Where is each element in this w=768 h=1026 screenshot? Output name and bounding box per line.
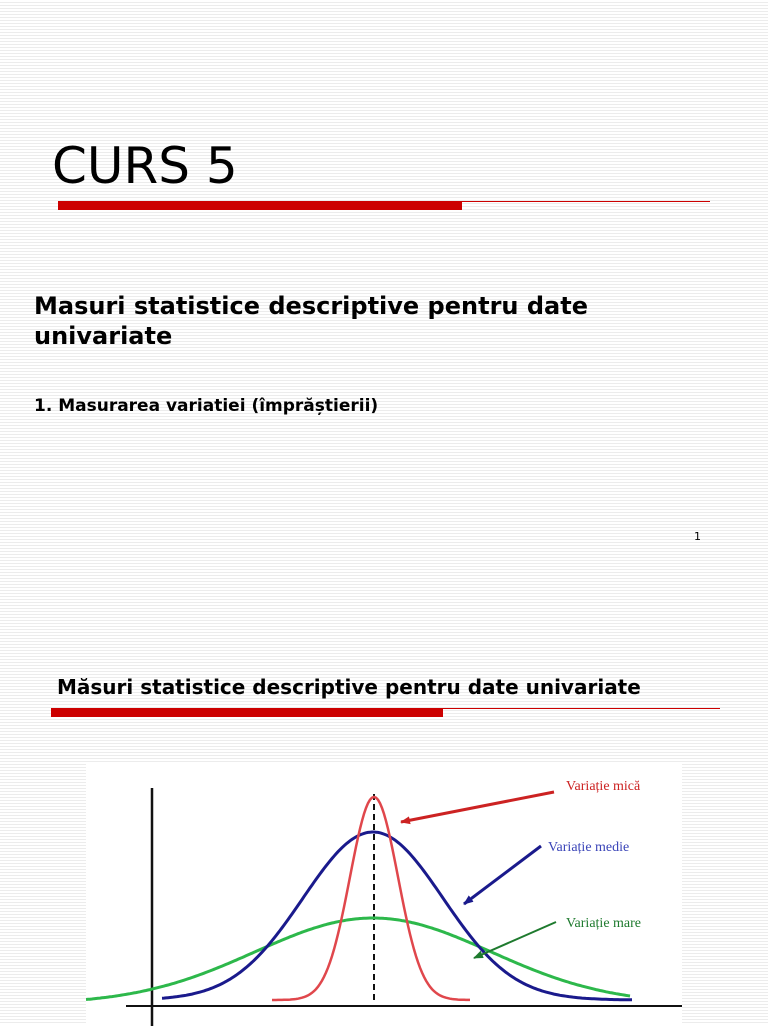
title-underline-thin [462,201,710,202]
slide-title: CURS 5 [52,137,238,195]
curve-large-variation [86,918,630,1000]
arrow-large-icon [474,922,556,958]
label-small-variation: Variație mică [566,779,641,794]
distribution-curves-image [86,764,682,1026]
label-large-variation: Variație mare [566,916,642,931]
variation-figure [86,764,682,1026]
arrow-small-icon [401,792,554,822]
slide-2 [0,630,768,1024]
label-medium-variation: Variație medie [548,840,630,855]
slide-subtitle: Masuri statistice descriptive pentru date univariate [34,292,588,350]
list-item: 1. Masurarea variatiei (împrăștierii) [34,396,379,416]
arrow-medium-icon [464,846,541,904]
title-underline-thin [443,708,720,709]
page-number: 1 [694,530,701,543]
title-underline-thick [58,201,462,210]
title-underline-thick [51,708,443,717]
curve-medium-variation [162,832,632,1000]
slide-title: Măsuri statistice descriptive pentru date univariate [57,675,641,699]
